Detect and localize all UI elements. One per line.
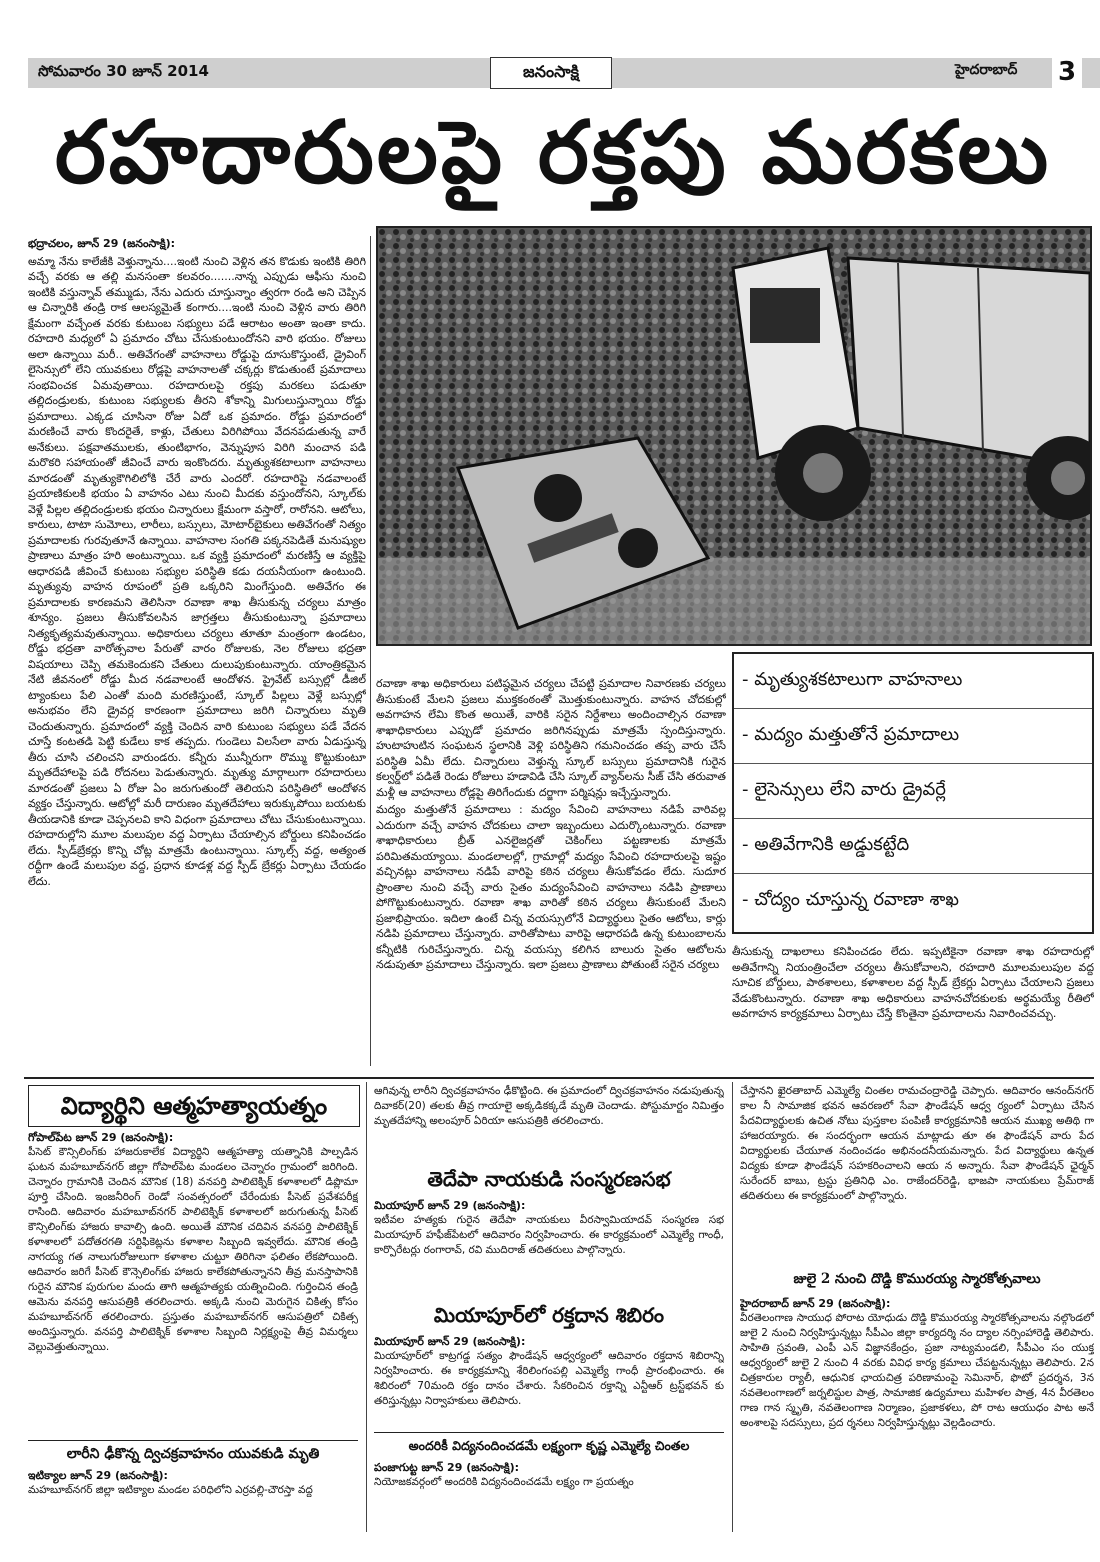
issue-date: సోమవారం 30 జూన్ 2014 — [38, 62, 209, 80]
highlight-item: - మద్యం మత్తుతోనే ప్రమాదాలు — [734, 709, 1092, 764]
lorry-story-headline: లారీని ఢీకొన్న ద్విచక్రవాహనం యువకుడి మృతి — [28, 1440, 358, 1467]
july-story-headline: జులై 2 నుంచి దొడ్డి కొమురయ్య స్మారకోత్సవాలు — [793, 1271, 1041, 1287]
column-divider — [366, 1082, 367, 1532]
lorry-story-dateline: ఇటిక్యాల జూన్ 29 (జనంసాక్షి): — [28, 1469, 168, 1482]
main-story-column-2 — [376, 676, 726, 1066]
highlight-item: - చోద్యం చూస్తున్న రవాణా శాఖ — [742, 889, 960, 910]
tdp-story-headline: తెదేపా నాయకుడి సంస్మరణసభ — [427, 1167, 671, 1191]
student-story — [28, 1130, 358, 1435]
education-story-headline: అందరికీ విద్యనందించడమే లక్ష్యంగా కృష్ణ ఎమ్మెల్యే చింతల — [374, 1432, 724, 1459]
tdp-story-dateline: మియాపూర్ జూన్ 29 (జనంసాక్షి): — [374, 1199, 526, 1212]
newspaper-logo: జనంసాక్షి — [490, 57, 612, 89]
edition-city: హైదరాబాద్ — [955, 62, 1018, 78]
education-story-dateline: పంజాగుట్ట జూన్ 29 (జనంసాక్షి): — [374, 1461, 520, 1474]
education-story-continued — [740, 1084, 1094, 1262]
tdp-story — [374, 1198, 724, 1298]
main-story-body-4: తీసుకున్న దాఖలాలు కనిపించడం లేదు. ఇప్పటికైనా రవాణా శాఖ రహదారుల్లో అతివేగాన్ని నియంత్రించేలా చర్యలు తీసుకోవాలని, రహదారి మూలమలుపుల వద్ద సూచిక బోర్డులు, పాఠశాలలు, కళాశాలల వద్ద స్పీడ్ బ్రేకర్లు ఏర్పాటు చేయాలని ప్రజలు వేడుకొంటున్నారు. రవాణా శాఖ అధికారులు వాహనచోదకులకు అర్థమయ్యే రీతిలో అవగాహన కార్యక్రమాలు ఏర్పాటు చేస్తే కొంతైనా ప్రమాదాలను నివారించవచ్చు. — [732, 945, 1094, 1020]
column-divider — [370, 236, 371, 1066]
section-divider — [24, 1077, 1094, 1079]
truck-accident-illustration — [378, 228, 1090, 644]
student-story-body: పీసెట్ కౌన్సిలింగ్‌కు హాజరుకాలేక విద్యార్థిని ఆత్మహత్యా యత్నానికి పాల్పడిన ఘటన మహబూబ్‌నగర్ జిల్లా గోపాల్‌పేట మండలం చెన్నారం గ్రామంలో జరిగింది. చెన్నారం గ్రామానికి చెందిన మౌనిక (18) వనపర్తి పాలిటెక్నిక్ కళాశాలలో డిప్లొమా పూర్తి చేసింది. ఇంజనీరింగ్ రెండో సంవత్సరంలో చేరేందుకు పీసెట్ ప్రవేశపరీక్ష రాసింది. ఆదివారం మహబూబ్‌నగర్ పాలిటెక్నిక్ కళాశాలలో జరుగుతున్న పీసెట్ కౌన్సిలింగ్‌కు హాజరు కావాల్సి ఉంది. అయితే మౌనిక చదివిన వనపర్తి పాలిటెక్నిక్ కళాశాలలో పదోతరగతి సర్టిఫికెట్లను కళాశాల సిబ్బంది ఇవ్వలేదు. మౌనిక తండ్రి నాగయ్య గత నాలుగురోజులుగా కళాశాల చుట్టూ తిరిగినా ఫలితం లేకపోయింది. ఆదివారం జరిగే పీసెట్ కౌన్సెలింగ్‌కు హాజరు కాలేకపోతున్నానని తీవ్ర మనస్తాపానికి గురైన మౌనిక పురుగుల మందు తాగి ఆత్మహత్యకు యత్నించింది. గుర్తించిన తండ్రి ఆమెను వనపర్తి ఆసుపత్రికి తరలించారు. అక్కడి నుంచి మెరుగైన చికిత్స కోసం మహబూబ్‌నగర్ తరలించారు. ప్రస్తుతం మహబూబ్‌నగర్ ఆసుపత్రిలో చికిత్స అందిస్తున్నారు. వనపర్తి పాలిటెక్నిక్ కళాశాల సిబ్బంది నిర్లక్ష్యంపై తీవ్ర విమర్శలు వెల్లువెత్తుతున్నాయి. — [28, 1146, 358, 1353]
july-story-dateline: హైదరాబాద్ జూన్ 29 (జనంసాక్షి): — [740, 1297, 891, 1310]
main-headline: రహదారులపై రక్తపు మరకలు — [54, 102, 1052, 203]
education-story-body-cont: చేస్తానని ఖైరతాబాద్ ఎమ్మెల్యే చింతల రామచంద్రారెడ్డి చెప్పారు. ఆదివారం ఆనంద్‌నగర్ కాల నీ సామాజిక భవన ఆవరణలో సేవా ఫౌండేషన్ ఆధ్వ ర్యంలో ఏర్పాటు చేసిన పేదవిద్యార్థులకు ఉచిత నోటు పుస్తకాల పంపిణీ కార్యక్రమానికి ఆయన ముఖ్య అతిథి గా హాజరయ్యారు. ఈ సందర్భంగా ఆయన మాట్లాడు తూ ఈ ఫౌండేషన్ వారు పేద విద్యార్థులకు చేయూత నందించడం అభినందనీయమన్నారు. పేద విద్యార్థులు ఉన్నత విద్యకు కూడా ఫౌండేషన్ సహకరించాలని ఆయ న అన్నారు. సేవా ఫౌండేషన్ ఛైర్మన్ సురేందర్ బాబు, ట్రస్టు ప్రతినిధి ఎం. రాజేందర్‌రెడ్డి, భాజపా నాయకులు ప్రేమ్‌రాజ్ తదితరులు ఈ కార్యక్రమంలో పాల్గొన్నారు. — [740, 1085, 1094, 1202]
highlight-item: - మృత్యుశకటాలుగా వాహనాలు — [734, 654, 1092, 709]
student-story-headline: విద్యార్థిని ఆత్మహత్యాయత్నం — [28, 1085, 360, 1127]
blood-camp-story — [374, 1334, 724, 1430]
main-story-body-1: అమ్మా నేను కాలేజీకి వెళ్తున్నాను....ఇంటి నుంచి వెళ్లిన తన కొడుకు ఇంటికి తిరిగి వచ్చే వరకు ఆ తల్లి మనసంతా కలవరం.......నాన్న ఎప్పుడు ఆఫీసు నుంచి ఇంటికి వస్తున్నావ్ తమ్ముడు, నేను ఎదురు చూస్తున్నాం త్వరగా రండి అని చెప్పిన ఆ చిన్నారికి తండ్రి రాక ఆలస్యమైతే కంగారు....ఇంటి నుంచి వెళ్లిన వారు తిరిగి క్షేమంగా వచ్చేంత వరకు కుటుంబ సభ్యులు పడే ఆరాటం అంతా ఇంతా కాదు. రహదారి మధ్యలో ఏ ప్రమాదం చోటు చేసుకుంటుందోనని వారి భయం. రోజులు అలా ఉన్నాయి మరీ.. అతివేగంతో వాహనాలు రోడ్డుపై దూసుకొస్తుంటే, డ్రైవింగ్ లైసెన్సులో లేని యువకులు రోడ్లపై వాహనాలతో చక్కర్లు కొడుతుంటే ప్రమాదాలు సంభవించక ఏమవుతాయి. రహదారులపై రక్తపు మరకలు పడుతూ తల్లిదండ్రులకు, కుటుంబ సభ్యులకు తీరని శోకాన్ని మిగులుస్తున్నాయి రోడ్డు ప్రమాదాలు. ఎక్కడ చూసినా రోజు ఏదో ఒక ప్రమాదం. రోడ్డు ప్రమాదంలో మరణించే వారు కొందరైతే, కాళ్లు, చేతులు విరిగిపోయి వేదనపడుతున్న వారే అనేకులు. పక్షవాతములకు, తుంటిభాగం, వెన్నుపూస విరిగి మంచాన పడి మరొకరి సహాయంతో జీవించే వారు ఇంకొందరు. మృత్యుశకటాలుగా వాహనాలు మారడంతో మృత్యుకౌగిలిలోకి చేరే వారు ఎందరో. రహదారిపై నడవాలంటే ప్రయాణికులకి భయం ఏ వాహనం ఎటు నుంచి మీదకు వస్తుందోనని, స్కూల్‌కు వెళ్లే పిల్లల తల్లిదండ్రులకు భయం చిన్నారులు క్షేమంగా వస్తారో, రారోనని. ఆటోలు, కారులు, టాటా సుమోలు, లారీలు, బస్సులు, మోటార్‌బైకులు అతివేగంతో నిత్యం ప్రమాదాలకు గురవుతూనే ఉన్నాయి. వాహనాల సంగతి పక్కనపెడితే మనుష్యుల ప్రాణాలు మాత్రం హరి అంటున్నాయి. ఒక వ్యక్తి ప్రమాదంలో మరణిస్తే ఆ వ్యక్తిపై ఆధారపడి జీవించే కుటుంబ సభ్యుల పరిస్థితి కడు దయనీయంగా ఉంటుంది. మృత్యువు వాహన రూపంలో ప్రతి ఒక్కరిని మింగేస్తుంది. అతివేగం ఈ ప్రమాదాలకు కారణమని తెలిసినా రవాణా శాఖ తీసుకున్న చర్యలు మాత్రం శూన్యం. ప్రజలు తీసుకోవలసిన జాగ్రత్తలు తీసుకుంటున్నా ప్రమాదాలు నిత్యకృత్యమవుతున్నాయి. అధికారులు చర్యలు తూతూ మంత్రంగా ఉండటం, రోడ్డు భద్రతా వారోత్సవాల పేరుతో వారం రోజులకు, నెల రోజులు భద్రతా విషయాలు చెప్పి తమకెందుకని చేతులు దులుపుకుంటున్నారు. యాంత్రికమైన నేటి జీవనంలో రోడ్డు మీద నడవాలంటే ఆందోళన. ప్రైవేట్ బస్సుల్లో డీజిల్ ట్యాంకులు పేలి ఎంతో మంది మరణిస్తుంటే, స్కూల్ పిల్లలు వెళ్లే బస్సుల్లో అనుభవం లేని డ్రైవర్ల కారణంగా ప్రమాదాలు జరిగి చిన్నారులు మృతి చెందుతున్నారు. ప్రమాదంలో వ్యక్తి చెందిన వారి కుటుంబ సభ్యులు పడే వేదన చూస్తే కంటతడి పెట్టి కుడేలు కాక తప్పదు. గుండెలు విలసేలా వారు ఏడుస్తున్న తీరు చూసి చలించని వారుండరు. కన్నీరు మున్నీరుగా రొమ్ము కొట్టుకుంటూ మృతదేహాలపై పడి రోదనలు పెడుతున్నారు. మృత్యు మార్గాలుగా రహదారులు మారడంతో ప్రజలు ఏ రోజు ఏం జరుగుతుందో తెలియని పరిస్థితిలో ఆందోళన వ్యక్తం చేస్తున్నారు. ఆటోల్లో మరీ దారుణం మృతదేహాలు ఇరుక్కుపోయి బయటకు తీయడానికి కూడా చెప్పనలవి కాని విధంగా ప్రమాదాలు చోటు చేసుకుంటున్నాయి. రహదారుల్లోని మూల మలుపుల వద్ద ఏర్పాటు చేయాల్సిన బోర్డులు కనిపించడం లేదు. స్పీడ్‌బ్రేకర్లు కొన్ని చోట్ల మాత్రమే ఉంటున్నాయి. స్కూల్స్ వద్ద, అత్యంత రద్దీగా ఉండే మలుపుల వద్ద, ప్రధాన కూడళ్ల వద్ద స్పీడ్ బ్రేకర్లు ఏర్పాటు చేయడం లేదు. — [28, 254, 366, 888]
blood-camp-dateline: మియాపూర్ జూన్ 29 (జనంసాక్షి): — [374, 1335, 526, 1348]
lorry-story-continued — [374, 1084, 724, 1160]
main-story-column-1 — [28, 236, 366, 1066]
lorry-story-body-cont: ఆగివున్న లారీని ద్విచక్రవాహనం ఢీకొట్టింది. ఈ ప్రమాదంలో ద్విచక్రవాహనం నడుపుతున్న దివాకర్(20) తలకు తీవ్ర గాయాలై అక్కడికక్కడే మృతి చెందాడు. పోస్టుమార్టం నిమిత్తం మృతదేహాన్ని అలంపూర్ ఏరియా ఆసుపత్రికి తరలించారు. — [374, 1085, 724, 1127]
highlights-box — [732, 652, 1094, 934]
main-story-body-2: రవాణా శాఖ అధికారులు పటిష్ఠమైన చర్యలు చేపట్టి ప్రమాదాల నివారణకు చర్యలు తీసుకుంటే మేలని ప్రజలు ముక్తకంఠంతో మొత్తుకుంటున్నారు. వాహన చోదకుల్లో అవగాహన లేమి కొంత అయితే, వారికి సరైన నిర్దేశాలు అందించాల్సిన రవాణా శాఖాధికారులు ఎప్పుడో ప్రమాదం జరిగినప్పుడు మాత్రమే స్పందిస్తున్నారు. హుటాహుటిన సంఘటన స్థలానికి వెళ్లి పరిస్థితిని గమనించడం తప్ప వారు చేసే పరిస్థితి ఏమీ లేదు. చిన్నారులు వెళ్తున్న స్కూల్ బస్సులు ప్రమాదానికి గురైన కల్వర్డ్‌లో పడితే రెండు రోజులు హడావిడి చేసి స్కూల్ వ్యాన్‌లను సీజ్ చేసి తరువాత మళ్లీ ఆ వాహనాలు రోడ్లపై తిరిగేందుకు దర్జాగా పర్మిషన్లు ఇచ్చేస్తున్నారు. — [376, 677, 726, 799]
page-number: 3 — [1052, 56, 1082, 88]
highlight-item: - అతివేగానికి అడ్డుకట్టేది — [734, 819, 1092, 874]
lorry-story-body: మహబూబ్‌నగర్ జిల్లా ఇటిక్యాల మండల పరిధిలోని ఎర్రవల్లి-చౌరస్తా వద్ద — [28, 1484, 313, 1496]
july-story — [740, 1296, 1094, 1532]
student-story-dateline: గోపాల్‌పేట జూన్ 29 (జనంసాక్షి): — [28, 1131, 174, 1144]
education-story-body: నియోజకవర్గంలో అందరికి విద్యనందించడమే లక్ష్యం గా ప్రయత్నం — [374, 1476, 634, 1488]
highlight-item: - లైసెన్సులు లేని వారు డ్రైవర్లే — [734, 764, 1092, 819]
lorry-story — [28, 1468, 358, 1528]
main-story-body-3: మద్యం మత్తుతోనే ప్రమాదాలు : మద్యం సేవించి వాహనాలు నడిపే వారివల్ల ఎదురుగా వచ్చే వాహన చోదకులు చాలా ఇబ్బందులు ఎదుర్కొంటున్నారు. రవాణా శాఖాధికారులు బ్రీత్ ఎనలైజర్లతో చెకింగ్‌లు పట్టణాలకు మాత్రమే పరిమితమయ్యాయి. మండలాలల్లో, గ్రామాల్లో మద్యం సేవించి రహదారులపై ఇష్టం వచ్చినట్లు వాహనాలు నడిపే వారిపై కఠిన చర్యలు తీసుకోవడం లేదు. సుదూర ప్రాంతాల నుంచి వచ్చే వారు సైతం మద్యంసేవించి వాహనాలు నడిపి ప్రాణాలు పోగొట్టుకుంటున్నారు. రవాణా శాఖ వారితో కఠిన చర్యలు తీసుకుంటే మేలని ప్రజాభిప్రాయం. ఇదిలా ఉంటే చిన్న వయస్సులోనే విద్యార్థులు సైతం ఆటోలు, కార్లు నడిపి ప్రమాదాలు చేస్తున్నారు. వారితోపాటు వారిపై ఆధారపడి ఉన్న కుటుంబాలను కన్నీటికి గురిచేస్తున్నారు. చిన్న వయస్సు కలిగిన బాలురు సైతం ఆటోలను నడుపుతూ ప్రమాదాలు చేస్తున్నారు. ఇలా ప్రజలు ప్రాణాలు పోతుంటే సరైన చర్యలు — [376, 803, 726, 971]
blood-camp-headline: మియాపూర్‌లో రక్తదాన శిబిరం — [433, 1303, 665, 1327]
main-story-dateline: భద్రాచలం, జూన్ 29 (జనంసాక్షి): — [28, 237, 176, 250]
accident-photo — [376, 226, 1092, 646]
education-story — [374, 1460, 724, 1520]
july-story-body: వీరతెలంగాణ సాయుధ పోరాట యోధుడు దొడ్డి కొమురయ్య స్మారకోత్సవాలను నల్గొండలో జులై 2 నుంచి నిర్వహిస్తున్నట్లు సీపీఎం జిల్లా కార్యదర్శి నం ద్యాల నర్సింహారెడ్డి తెలిపారు. సాహితి స్రవంతి, ఎంపీ ఎన్ విజ్ఞానకేంద్రం, ప్రజా నాట్యమండలి, సీపీఎం సం యుక్త ఆధ్వర్యంలో జులై 2 నుంచి 4 వరకు వివిధ కార్య క్రమాలు చేపట్టనున్నట్లు తెలిపారు. 2న చిత్రకారుల ర్యాలీ, ఆధునిక ఛాయచిత్ర పరిణామంపై సెమినార్, ఫొటో ప్రదర్శన, 3న నవతెలంగాణలో జర్నలిస్టుల పాత్ర, సామాజిక ఉద్యమాలు మహిళల పాత్ర, 4న వీరతెలం గాణ గాన స్మృతి, నవతెలంగాణ నిర్మాణం, ప్రజాకళలు, పో రాట ఆయుధం పాట అనే అంశాలపై సదస్సులు, ప్రద ర్శనలు నిర్వహిస్తున్నట్లు వెల్లడించారు. — [740, 1312, 1094, 1429]
column-divider — [732, 1082, 733, 1532]
tdp-story-body: ఇటీవల హత్యకు గురైన తెదేపా నాయకులు వీరస్వామియాదవ్ సంస్మరణ సభ మియాపూర్ హఫీజ్‌పేటలో ఆదివారం నిర్వహించారు. ఈ కార్యక్రమంలో ఎమ్మెల్యే గాంధీ, కార్పొరేటర్లు రంగారావ్, రవి ముదిరాజ్ తదితరులు పాల్గొన్నారు. — [374, 1214, 724, 1256]
blood-camp-body: మియాపూర్‌లో కాట్రగడ్డ సత్యం ఫౌండేషన్ ఆధ్వర్యంలో ఆదివారం రక్తదాన శిబిరాన్ని నిర్వహించారు. ఈ కార్యక్రమాన్ని శేరిలింగంపల్లి ఎమ్మెల్యే గాంధీ ప్రారంభించారు. ఈ శిబిరంలో 70మంది రక్తం దానం చేశారు. సేకరించిన రక్తాన్ని ఎన్టీఆర్ ట్రస్ట్‌భవన్ కు తరిస్తున్నట్లు నిర్వాహకులు తెలిపారు. — [374, 1350, 724, 1407]
main-story-column-3 — [732, 944, 1094, 1066]
